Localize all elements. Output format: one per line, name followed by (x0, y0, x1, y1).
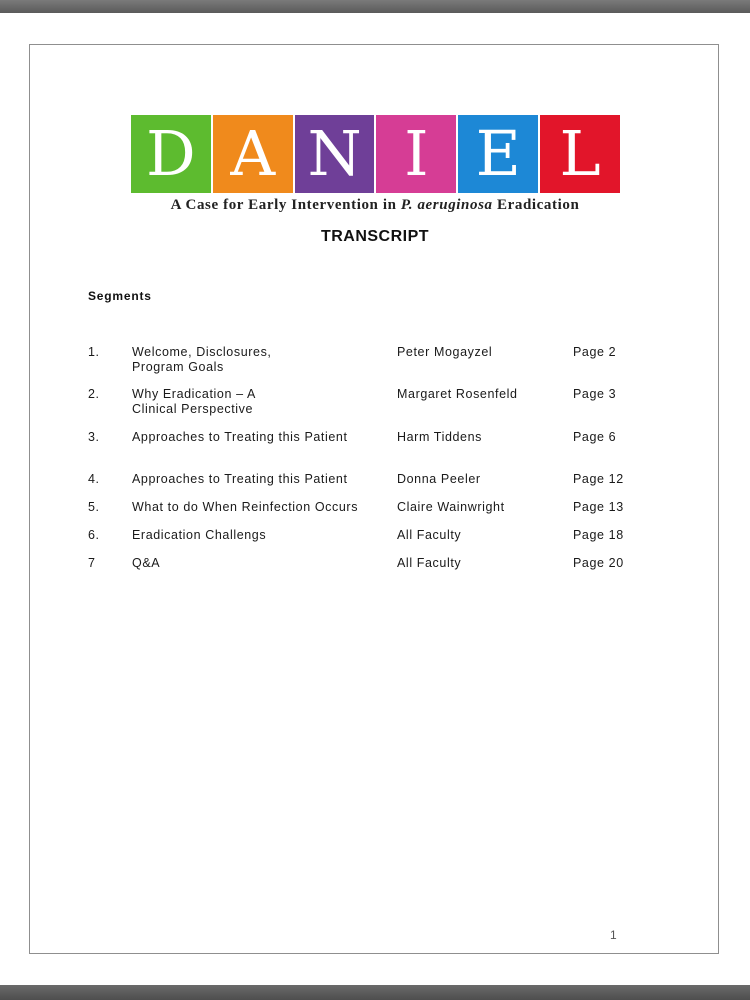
segment-row (88, 430, 648, 462)
tagline-italic: P. aeruginosa (400, 197, 493, 213)
segment-title (132, 345, 387, 375)
document-page (29, 44, 719, 954)
segment-row (88, 387, 648, 419)
logo-tile-d: D (131, 115, 211, 193)
segment-title-line2: Clinical Perspective (132, 402, 254, 416)
segment-number: 7 (88, 556, 96, 570)
segment-page-ref: Page 2 (573, 345, 617, 359)
segment-title-line1: Welcome, Disclosures, (132, 345, 272, 359)
segment-number: 5. (88, 500, 100, 514)
segment-title-line1: Why Eradication – A (132, 387, 256, 401)
segment-speaker: Claire Wainwright (397, 500, 505, 514)
logo-tile-n: N (295, 115, 375, 193)
segment-page-ref: Page 20 (573, 556, 624, 570)
segment-page-ref: Page 13 (573, 500, 624, 514)
segment-title-line2: Program Goals (132, 360, 224, 374)
tagline-before: A Case for Early Intervention in (170, 197, 401, 213)
daniel-logo (131, 115, 620, 193)
segment-number: 3. (88, 430, 100, 444)
segment-title-line1: Approaches to Treating this Patient (132, 472, 348, 486)
segment-number: 4. (88, 472, 100, 486)
segments-heading: Segments (88, 289, 152, 303)
logo-tile-l: L (540, 115, 620, 193)
logo-tagline (30, 197, 720, 214)
segment-title-line1: Q&A (132, 556, 161, 570)
segment-speaker: Donna Peeler (397, 472, 481, 486)
segment-title-line1: Eradication Challengs (132, 528, 267, 542)
segment-speaker: Harm Tiddens (397, 430, 483, 444)
segment-speaker: Peter Mogayzel (397, 345, 493, 359)
segment-number: 6. (88, 528, 100, 542)
segment-page-ref: Page 18 (573, 528, 624, 542)
segment-title (132, 430, 387, 445)
segment-title (132, 387, 387, 417)
segment-title-line1: Approaches to Treating this Patient (132, 430, 348, 444)
segment-speaker: All Faculty (397, 556, 462, 570)
segment-title (132, 556, 387, 571)
logo-tile-e: E (458, 115, 538, 193)
segment-speaker: Margaret Rosenfeld (397, 387, 518, 401)
segment-number: 2. (88, 387, 100, 401)
viewer-bottom-bar (0, 985, 750, 1000)
viewer-top-bar (0, 0, 750, 13)
segment-number: 1. (88, 345, 100, 359)
segment-page-ref: Page 12 (573, 472, 624, 486)
segment-page-ref: Page 3 (573, 387, 617, 401)
segment-title (132, 472, 387, 487)
segment-title (132, 528, 387, 543)
segment-title-line1: What to do When Reinfection Occurs (132, 500, 359, 514)
segment-row (88, 556, 648, 588)
segment-speaker: All Faculty (397, 528, 462, 542)
segment-title (132, 500, 387, 515)
segment-row (88, 345, 648, 377)
segment-page-ref: Page 6 (573, 430, 617, 444)
logo-tile-i: I (376, 115, 456, 193)
tagline-after: Eradication (492, 197, 580, 213)
document-title: TRANSCRIPT (320, 228, 430, 245)
logo-tile-a: A (213, 115, 293, 193)
page-number: 1 (610, 928, 617, 942)
